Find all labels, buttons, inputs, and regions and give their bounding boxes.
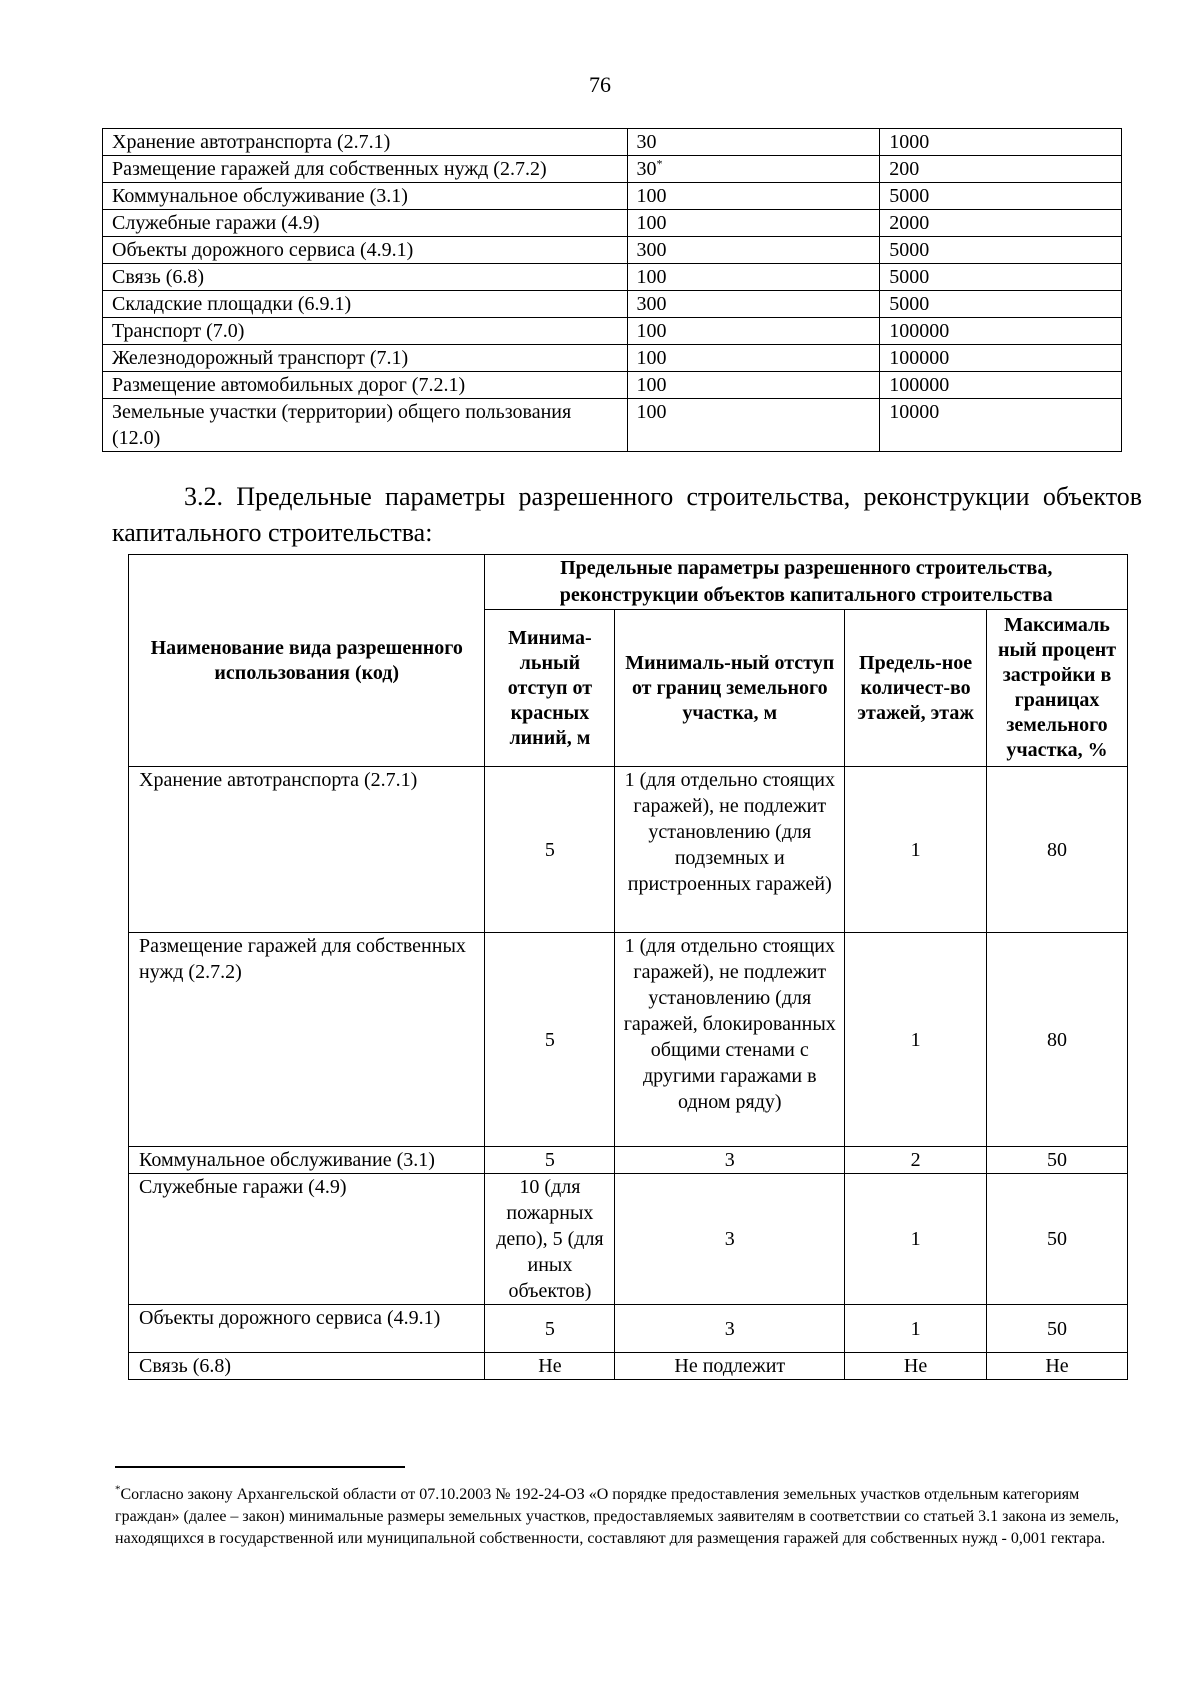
construction-parameters-table <box>128 554 1128 1380</box>
max-area-cell: 5000 <box>880 183 1122 210</box>
footnote <box>115 1484 1145 1550</box>
usage-name-cell: Коммунальное обслуживание (3.1) <box>103 183 628 210</box>
usage-name-cell: Транспорт (7.0) <box>103 318 628 345</box>
usage-name-cell: Размещение гаражей для собственных нужд (2.7.2) <box>129 933 485 1147</box>
min-area-cell <box>627 345 880 372</box>
table-row <box>129 933 1128 1147</box>
min-area-cell <box>627 291 880 318</box>
max-area-cell: 100000 <box>880 372 1122 399</box>
usage-name-cell: Служебные гаражи (4.9) <box>103 210 628 237</box>
coverage-percent-cell: 50 <box>987 1305 1128 1353</box>
max-area-cell: 1000 <box>880 129 1122 156</box>
table-row <box>103 318 1122 345</box>
usage-name-cell: Хранение автотранспорта (2.7.1) <box>129 767 485 933</box>
usage-name-cell: Коммунальное обслуживание (3.1) <box>129 1147 485 1174</box>
red-lines-setback-cell: 5 <box>485 767 615 933</box>
usage-name-cell: Служебные гаражи (4.9) <box>129 1174 485 1305</box>
boundary-setback-cell: 3 <box>615 1147 845 1174</box>
table-row <box>103 156 1122 183</box>
boundary-setback-cell: 3 <box>615 1174 845 1305</box>
table-row <box>129 1305 1128 1353</box>
min-area-cell <box>627 399 880 452</box>
section-heading: 3.2. Предельные параметры разрешенного строительства, реконструкции объектов капитального строительства: <box>112 482 1142 547</box>
max-area-cell: 2000 <box>880 210 1122 237</box>
footnote-mark: * <box>115 1483 121 1496</box>
usage-name-cell: Размещение гаражей для собственных нужд (2.7.2) <box>103 156 628 183</box>
coverage-percent-cell: 80 <box>987 767 1128 933</box>
min-area-cell <box>627 210 880 237</box>
table-row <box>103 210 1122 237</box>
min-area-value: 100 <box>636 266 667 288</box>
max-area-cell: 100000 <box>880 318 1122 345</box>
land-plot-size-table <box>102 128 1122 452</box>
min-area-value: 100 <box>636 374 667 396</box>
usage-name-cell: Хранение автотранспорта (2.7.1) <box>103 129 628 156</box>
max-area-cell: 5000 <box>880 291 1122 318</box>
header-boundary-setback: Минималь-ный отступ от границ земельного участка, м <box>615 610 845 767</box>
coverage-percent-cell: 50 <box>987 1147 1128 1174</box>
coverage-percent-cell: 80 <box>987 933 1128 1147</box>
header-red-lines-setback: Минима-льный отступ от красных линий, м <box>485 610 615 767</box>
usage-name-cell: Связь (6.8) <box>103 264 628 291</box>
min-area-value: 100 <box>636 185 667 207</box>
min-area-cell <box>627 156 880 183</box>
header-coverage-percent: Максималь ный процент застройки в границах земельного участка, % <box>987 610 1128 767</box>
usage-name-cell: Объекты дорожного сервиса (4.9.1) <box>103 237 628 264</box>
max-area-cell: 10000 <box>880 399 1122 452</box>
header-parameters-group: Предельные параметры разрешенного строительства, реконструкции объектов капитального строительства <box>485 555 1128 610</box>
table-row <box>129 1353 1128 1380</box>
table-row <box>129 1147 1128 1174</box>
red-lines-setback-cell: 5 <box>485 1305 615 1353</box>
min-area-cell <box>627 318 880 345</box>
table-row <box>103 183 1122 210</box>
boundary-setback-cell: Не подлежит <box>615 1353 845 1380</box>
red-lines-setback-cell: Не <box>485 1353 615 1380</box>
max-area-cell: 5000 <box>880 264 1122 291</box>
footnote-divider <box>115 1466 405 1468</box>
red-lines-setback-cell: 5 <box>485 1147 615 1174</box>
table-row <box>103 129 1122 156</box>
min-area-value: 100 <box>636 401 667 423</box>
construction-parameters-table-body <box>129 767 1128 1380</box>
red-lines-setback-cell: 10 (для пожарных депо), 5 (для иных объектов) <box>485 1174 615 1305</box>
usage-name-cell: Железнодорожный транспорт (7.1) <box>103 345 628 372</box>
footnote-reference: * <box>656 156 663 171</box>
red-lines-setback-cell: 5 <box>485 933 615 1147</box>
table-row <box>129 1174 1128 1305</box>
table-row <box>129 767 1128 933</box>
floor-count-cell: 1 <box>845 1174 987 1305</box>
min-area-value: 300 <box>636 293 667 315</box>
min-area-cell <box>627 183 880 210</box>
land-plot-size-table-body <box>103 129 1122 452</box>
boundary-setback-cell: 3 <box>615 1305 845 1353</box>
min-area-value: 300 <box>636 239 667 261</box>
usage-name-cell: Объекты дорожного сервиса (4.9.1) <box>129 1305 485 1353</box>
coverage-percent-cell: Не <box>987 1353 1128 1380</box>
min-area-cell <box>627 237 880 264</box>
usage-name-cell: Связь (6.8) <box>129 1353 485 1380</box>
table-row <box>103 237 1122 264</box>
min-area-value: 30 <box>636 131 657 153</box>
floor-count-cell: 1 <box>845 767 987 933</box>
table-row <box>103 291 1122 318</box>
floor-count-cell: Не <box>845 1353 987 1380</box>
floor-count-cell: 1 <box>845 1305 987 1353</box>
boundary-setback-cell: 1 (для отдельно стоящих гаражей), не подлежит установлению (для гаражей, блокированных общими стенами с другими гаражами в одном ряду) <box>615 933 845 1147</box>
table-row <box>103 345 1122 372</box>
table-row <box>103 399 1122 452</box>
min-area-cell <box>627 372 880 399</box>
table-row <box>103 264 1122 291</box>
usage-name-cell: Земельные участки (территории) общего пользования (12.0) <box>103 399 628 452</box>
header-floor-count: Предель-ное количест-во этажей, этаж <box>845 610 987 767</box>
min-area-value: 100 <box>636 320 667 342</box>
usage-name-cell: Складские площадки (6.9.1) <box>103 291 628 318</box>
floor-count-cell: 1 <box>845 933 987 1147</box>
header-usage-name: Наименование вида разрешенного использования (код) <box>129 555 485 767</box>
max-area-cell: 200 <box>880 156 1122 183</box>
boundary-setback-cell: 1 (для отдельно стоящих гаражей), не подлежит установлению (для подземных и пристроенных гаражей) <box>615 767 845 933</box>
table-row <box>103 372 1122 399</box>
page-number: 76 <box>589 72 611 97</box>
coverage-percent-cell: 50 <box>987 1174 1128 1305</box>
floor-count-cell: 2 <box>845 1147 987 1174</box>
usage-name-cell: Размещение автомобильных дорог (7.2.1) <box>103 372 628 399</box>
max-area-cell: 100000 <box>880 345 1122 372</box>
min-area-cell <box>627 264 880 291</box>
min-area-value: 30 <box>636 158 657 180</box>
min-area-value: 100 <box>636 347 667 369</box>
max-area-cell: 5000 <box>880 237 1122 264</box>
min-area-value: 100 <box>636 212 667 234</box>
min-area-cell <box>627 129 880 156</box>
footnote-text: Согласно закону Архангельской области от 07.10.2003 № 192-24-ОЗ «О порядке предоставления земельных участков отдельным категориям граждан» (далее – закон) минимальные размеры земельных участков, предоставляемых заявителям в соответствии со статьей 3.1 закона из земель, находящихся в государственной или муниципальной собственности, составляют для размещения гаражей для собственных нужд - 0,001 гектара. <box>115 1486 1119 1547</box>
